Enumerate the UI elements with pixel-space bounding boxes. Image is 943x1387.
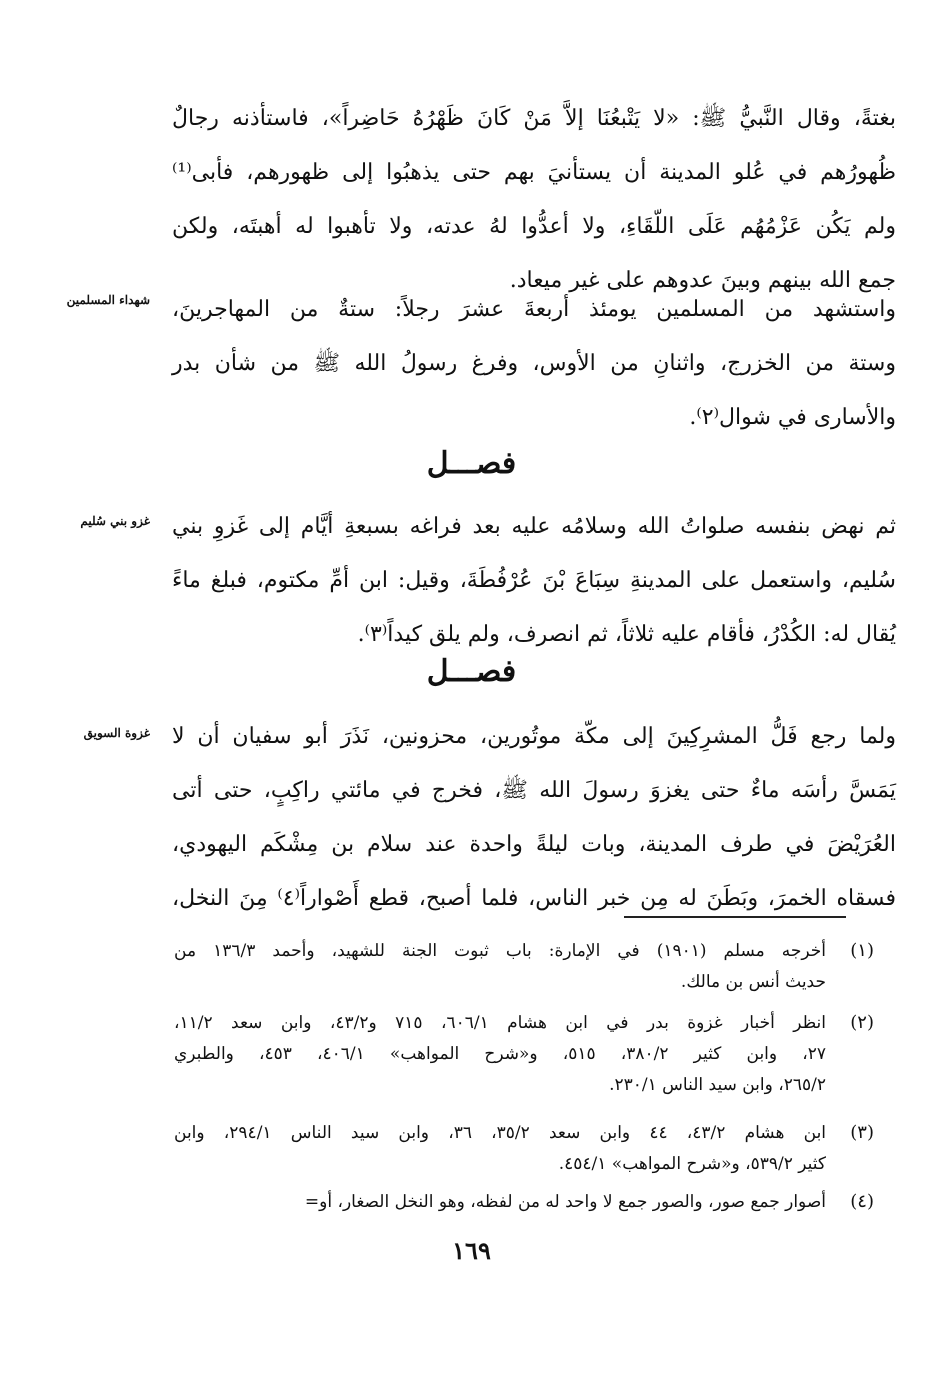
section-heading: فصـــل xyxy=(426,654,517,689)
footnote-line: أخرجه مسلم (١٩٠١) في الإمارة: باب ثبوت الجنة للشهيد، وأحمد ١٣٦/٣ من xyxy=(174,941,827,961)
footnote-3 xyxy=(174,1118,874,1180)
footnote-divider xyxy=(624,916,846,918)
margin-note-muslim-martyrs: شهداء المسلمين xyxy=(66,293,150,307)
footnote-number: (٣) xyxy=(850,1122,874,1143)
text-line: ولما رجع فَلُّ المشرِكِينَ إلى مكّة موتُورين، محزونين، نَذَرَ أبو سفيان أن لا xyxy=(172,724,896,749)
text-line: ثم نهض بنفسه صلواتُ الله وسلامُه عليه بعد فراغه بسبعةِ أيَّام إلى غَزوِ بني xyxy=(172,514,896,539)
footnote-line: حديث أنس بن مالك. xyxy=(680,972,826,992)
footnote-2 xyxy=(174,1008,874,1101)
footnote-line: انظر أخبار غزوة بدر في ابن هشام ٦٠٦/١، ٧١٥ و٤٣/٢، وابن سعد ١١/٢، xyxy=(174,1013,827,1033)
text-line: يُقال له: الكُدْرُ، فأقام عليه ثلاثاً، ثم انصرف، ولم يلق كيداً⁽٣⁾. xyxy=(357,622,896,647)
text-line: واستشهد من المسلمين يومئذ أربعةَ عشرَ رجلاً: ستةٌ من المهاجرينَ، xyxy=(172,297,896,322)
text-line: بغتةً، وقال النَّبيُّ ﷺ: «لا يَتْبعُنَا إلاَّ مَنْ كَانَ ظَهْرُهُ حَاضِراً»، فاستأذنه رجالٌ xyxy=(172,106,896,131)
paragraph-intro xyxy=(172,92,896,308)
footnote-line: أصوار جمع صور، والصور جمع لا واحد له من لفظه، وهو النخل الصغار، أو= xyxy=(304,1192,826,1212)
footnote-line: كثير ٥٣٩/٢، و«شرح المواهب» ٤٥٤/١. xyxy=(558,1154,826,1174)
footnote-1 xyxy=(174,936,874,998)
text-line: جمع الله بينهم وبينَ عدوهم على غير ميعاد. xyxy=(509,268,896,293)
margin-note-sawiq-raid: غزوة السويق xyxy=(83,726,150,740)
paragraph-martyrs xyxy=(172,283,896,445)
text-line: ولم يَكُن عَزْمُهُم عَلَى اللّقَاءِ، ولا أعدُّوا لهُ عدته، ولا تأهبوا له أهبتَه، ولكن xyxy=(172,214,896,239)
text-line: فسقاه الخمرَ، وبَطَنَ له مِن خبر الناس، فلما أصبح، قطع أَصْواراً⁽٤⁾ مِنَ النخل، xyxy=(172,886,896,911)
footnote-number: (١) xyxy=(850,940,874,961)
text-line: يَمَسَّ رأسَه ماءٌ حتى يغزوَ رسولَ الله ﷺ، فخرج في مائتي راكِبٍ، حتى أتى xyxy=(172,778,896,803)
page-number: ١٦٩ xyxy=(452,1236,491,1265)
footnote-number: (٤) xyxy=(850,1191,874,1212)
footnote-line: ابن هشام ٤٣/٢، ٤٤ وابن سعد ٣٥/٢، ٣٦، وابن سيد الناس ٢٩٤/١، وابن xyxy=(174,1123,827,1143)
section-heading: فصـــل xyxy=(426,446,517,481)
footnote-line: ٢٦٥/٢، وابن سيد الناس ٢٣٠/١. xyxy=(609,1075,826,1095)
margin-note-bani-sulaym: غزو بني سُليم xyxy=(80,514,150,528)
footnote-4 xyxy=(174,1187,874,1218)
footnote-number: (٢) xyxy=(850,1012,874,1033)
footnote-line: ٢٧، وابن كثير ٣٨٠/٢، ٥١٥، و«شرح المواهب» ٤٠٦/١، ٤٥٣، والطبري xyxy=(174,1044,826,1064)
text-line: وستة من الخزرج، واثنانِ من الأوس، وفرغ رسولُ الله ﷺ من شأن بدر xyxy=(172,351,896,376)
paragraph-sawiq-raid xyxy=(172,710,896,926)
text-line: العُرَيْضَ في طرف المدينة، وبات ليلةً واحدة عند سلام بن مِشْكَم اليهودي، xyxy=(172,832,896,857)
text-line: سُليم، واستعمل على المدينةِ سِبَاعَ بْنَ عُرْفُطَةَ، وقيل: ابن أمِّ مكتوم، فبلغ ماءً xyxy=(172,568,896,593)
text-line: ظُهورُهم في عُلو المدينة أن يستأنيَ بهم حتى يذهبُوا إلى ظهورهم، فأبى⁽¹⁾ xyxy=(172,160,896,185)
text-line: والأسارى في شوال⁽٢⁾. xyxy=(689,405,896,430)
paragraph-bani-sulaym xyxy=(172,500,896,662)
